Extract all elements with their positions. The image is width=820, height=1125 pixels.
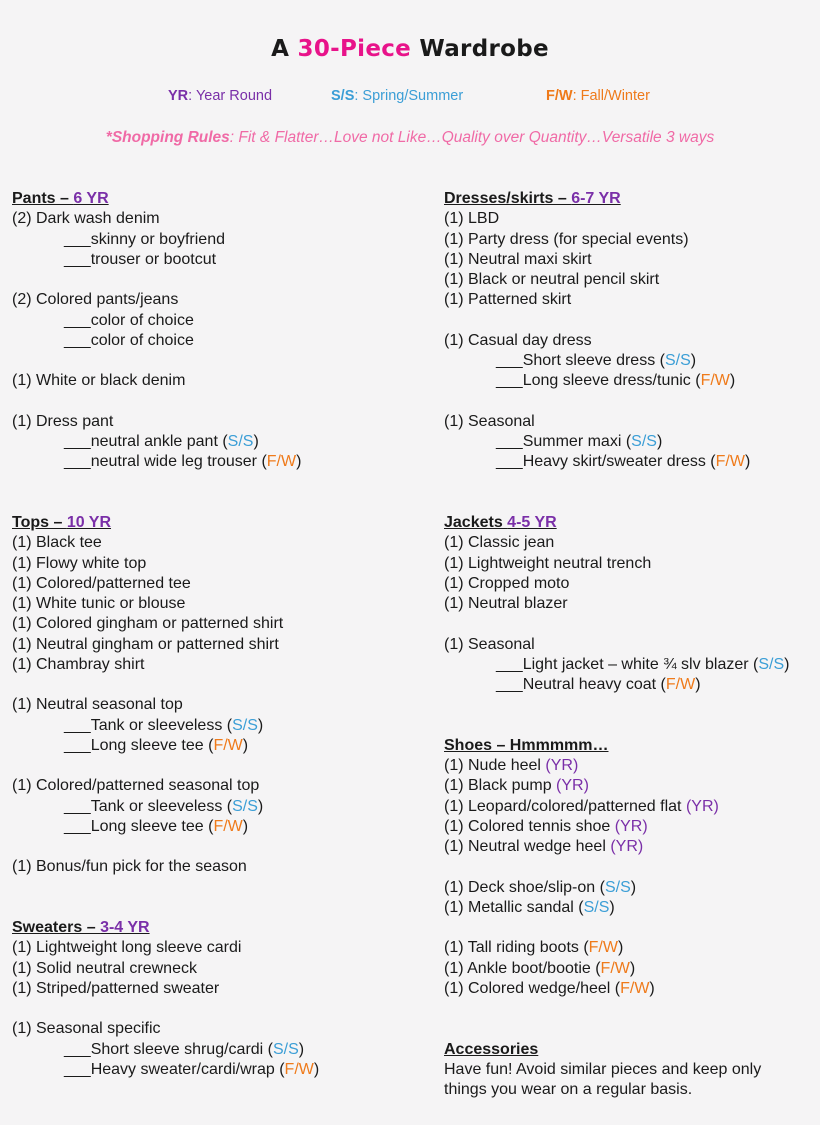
list-item: (1) Leopard/colored/patterned flat (YR) [444, 797, 719, 815]
list-item: ___Long sleeve tee (F/W) [64, 736, 249, 754]
left-column [12, 189, 412, 1080]
list-item: (1) Seasonal [444, 412, 535, 430]
list-item: (1) Flowy white top [12, 554, 147, 572]
list-item: (1) Neutral seasonal top [12, 696, 183, 714]
title-prefix: A [271, 36, 298, 62]
list-item: (1) Lightweight long sleeve cardi [12, 939, 242, 957]
list-item: ___Heavy sweater/cardi/wrap (F/W) [64, 1060, 320, 1078]
list-item: (1) Tall riding boots (F/W) [444, 939, 624, 957]
list-item: ___color of choice [64, 311, 194, 329]
list-item: ___Long sleeve dress/tunic (F/W) [496, 372, 736, 390]
list-item: (1) Dress pant [12, 412, 114, 430]
accessories-text: things you wear on a regular basis. [444, 1081, 693, 1098]
list-item: (1) Colored wedge/heel (F/W) [444, 979, 655, 997]
list-item: (1) Metallic sandal (S/S) [444, 898, 615, 916]
list-item: ___Heavy skirt/sweater dress (F/W) [496, 453, 751, 471]
shopping-rules: *Shopping Rules: Fit & Flatter…Love not Like…Quality over Quantity…Versatile 3 ways [105, 129, 715, 146]
legend-year-round: YR: Year Round [168, 88, 273, 104]
list-item: (1) White or black denim [12, 372, 186, 390]
list-item: (1) Colored/patterned seasonal top [12, 777, 260, 795]
right-column [444, 189, 816, 1100]
sweaters-heading: Sweaters – 3-4 YR [12, 919, 150, 936]
list-item: (1) Colored gingham or patterned shirt [12, 615, 284, 633]
shoes-heading: Shoes – Hmmmmm… [444, 736, 609, 754]
list-item: ___Tank or sleeveless (S/S) [64, 797, 264, 815]
list-item: (2) Colored pants/jeans [12, 291, 179, 309]
list-item: (1) Party dress (for special events) [444, 230, 689, 248]
list-item: ___neutral wide leg trouser (F/W) [64, 453, 302, 471]
list-item: (1) Chambray shirt [12, 655, 145, 673]
list-item: (1) Colored/patterned tee [12, 574, 191, 592]
list-item: (1) Cropped moto [444, 574, 570, 592]
page-title [0, 36, 820, 62]
list-item: (1) Black or neutral pencil skirt [444, 271, 660, 288]
list-item: ___skinny or boyfriend [64, 230, 225, 248]
list-item: (1) Neutral wedge heel (YR) [444, 838, 644, 855]
list-item: ___Neutral heavy coat (F/W) [496, 676, 701, 693]
pants-heading: Pants – 6 YR [12, 190, 109, 207]
list-item: ___Short sleeve shrug/cardi (S/S) [64, 1040, 305, 1058]
jackets-heading: Jackets 4-5 YR [444, 514, 557, 531]
list-item: ___Light jacket – white ¾ slv blazer (S/S) [496, 655, 790, 673]
list-item: (1) White tunic or blouse [12, 595, 186, 612]
list-item: (1) Striped/patterned sweater [12, 979, 220, 997]
legend-spring-summer: S/S: Spring/Summer [331, 88, 464, 104]
list-item: (1) Bonus/fun pick for the season [12, 858, 247, 876]
list-item: (1) LBD [444, 210, 500, 228]
list-item: (1) Ankle boot/bootie (F/W) [444, 959, 636, 977]
list-item: (1) Seasonal specific [12, 1020, 161, 1038]
list-item: (1) Casual day dress [444, 331, 592, 349]
list-item: (1) Black pump (YR) [444, 777, 589, 795]
list-item: (1) Neutral gingham or patterned shirt [12, 635, 279, 653]
list-item: (1) Neutral blazer [444, 595, 568, 612]
list-item: (1) Seasonal [444, 635, 535, 653]
legend-fall-winter: F/W: Fall/Winter [546, 88, 650, 104]
list-item: (1) Nude heel (YR) [444, 757, 579, 774]
accessories-heading: Accessories [444, 1040, 539, 1058]
title-accent: 30-Piece [297, 36, 412, 62]
list-item: ___neutral ankle pant (S/S) [64, 433, 259, 450]
season-legend [0, 88, 820, 110]
accessories-text: Have fun! Avoid similar pieces and keep only [444, 1060, 762, 1078]
tops-heading: Tops – 10 YR [12, 514, 112, 531]
list-item: ___trouser or bootcut [64, 250, 217, 268]
list-item: (1) Lightweight neutral trench [444, 554, 652, 572]
list-item: ___Short sleeve dress (S/S) [496, 352, 697, 369]
list-item: ___Long sleeve tee (F/W) [64, 817, 249, 835]
list-item: (1) Black tee [12, 534, 102, 552]
list-item: (1) Patterned skirt [444, 291, 572, 309]
list-item: ___Summer maxi (S/S) [496, 433, 663, 450]
list-item: (1) Classic jean [444, 534, 555, 552]
list-item: (1) Deck shoe/slip-on (S/S) [444, 878, 637, 896]
list-item: (1) Neutral maxi skirt [444, 250, 592, 268]
list-item: (2) Dark wash denim [12, 210, 160, 228]
dresses-heading: Dresses/skirts – 6-7 YR [444, 190, 621, 207]
list-item: (1) Colored tennis shoe (YR) [444, 817, 648, 835]
list-item: (1) Solid neutral crewneck [12, 959, 197, 977]
list-item: ___color of choice [64, 331, 194, 349]
title-suffix: Wardrobe [411, 36, 549, 62]
list-item: ___Tank or sleeveless (S/S) [64, 716, 264, 734]
